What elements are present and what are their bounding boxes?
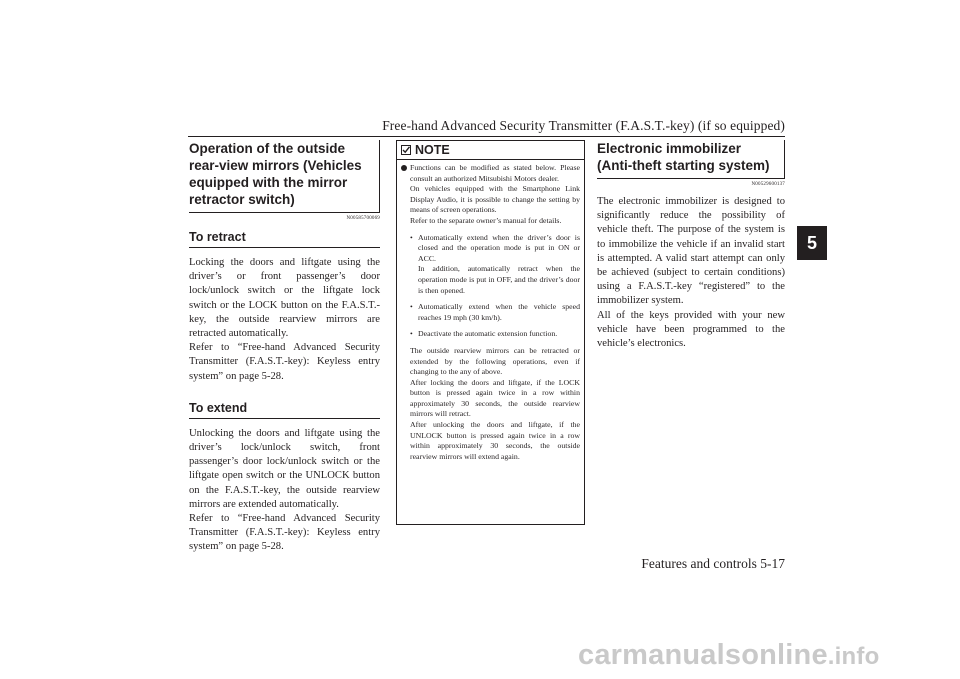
page-footer: Features and controls 5-17 — [641, 556, 785, 571]
list-item-text: Automatically extend when the driver’s door is closed and the operation mode is put in ON or ACC. — [418, 232, 580, 263]
chapter-tab: 5 — [797, 226, 827, 260]
section-code: N00529600137 — [751, 182, 785, 187]
note-check-icon — [401, 145, 411, 155]
section-code: N00585700069 — [346, 216, 380, 221]
bullet-dot-icon — [401, 165, 407, 171]
retract-paragraph: Locking the doors and liftgate using the driver’s or front passenger’s door lock/unlock switch or the liftgate lock switch or the LOCK button on the F.A.S.T.-key, the outside rearview mirrors are retracted automatically. — [189, 257, 380, 340]
note-box — [396, 140, 585, 525]
retract-reference: Refer to “Free-hand Advanced Security Transmitter (F.A.S.T.-key): Keyless entry system” on page 5-28. — [189, 342, 380, 382]
list-item-text: Deactivate the automatic extension function. — [418, 329, 558, 339]
immobilizer-paragraph: The electronic immobilizer is designed to significantly reduce the possibility of vehicle theft. The purpose of the system is to immobilize the vehicle if an invalid start is attempted. A valid start attempt can only be achieved (subject to certain conditions) using a F.A.S.T.-key “registered” to the immobilizer system. — [597, 196, 785, 307]
list-item — [410, 302, 580, 323]
list-item — [410, 233, 580, 297]
watermark-main: carmanualsonline — [578, 639, 828, 671]
bullet-mark: • — [410, 232, 413, 242]
note-tail-3: After unlocking the doors and liftgate, if the UNLOCK button is pressed again twice in a row within approximately 30 seconds, the outside rearview mirrors will extend again. — [410, 420, 580, 461]
extend-reference: Refer to “Free-hand Advanced Security Transmitter (F.A.S.T.-key): Keyless entry system” on page 5-28. — [189, 513, 380, 553]
column-middle — [396, 140, 585, 525]
column-right — [597, 140, 785, 351]
running-header: Free-hand Advanced Security Transmitter (F.A.S.T.-key) (if so equipped) — [382, 118, 785, 133]
note-tail-1: The outside rearview mirrors can be retracted or extended by the following operations, even if changing to the any of above. — [410, 345, 580, 377]
section-heading-box — [597, 140, 785, 179]
bullet-mark: • — [410, 302, 413, 312]
note-label: NOTE — [415, 143, 450, 157]
extend-paragraph: Unlocking the doors and liftgate using the driver’s lock/unlock switch, front passenger’s door lock/unlock switch or the liftgate open switch or the UNLOCK button on the F.A.S.T.-key, the outside rearview mirrors are extended automatically. — [189, 427, 380, 510]
note-header — [397, 141, 584, 160]
watermark — [578, 639, 879, 672]
section-title-mirrors: Operation of the outside rear-view mirrors (Vehicles equipped with the mirror retractor switch) — [189, 141, 362, 207]
note-refer: Refer to the separate owner’s manual for details. — [410, 215, 562, 225]
note-smartphone: On vehicles equipped with the Smartphone Link Display Audio, it is possible to change the setting by means of screen operations. — [410, 184, 580, 215]
watermark-suffix: .info — [827, 643, 880, 670]
immobilizer-keys-paragraph: All of the keys provided with your new vehicle have been programmed to the vehicle’s electronics. — [597, 309, 785, 350]
note-lead-bullet — [401, 163, 580, 462]
column-left — [189, 140, 380, 555]
note-lead: Functions can be modified as stated below. Please consult an authorized Mitsubishi Motors dealer. — [410, 163, 580, 183]
list-item-text: Automatically extend when the vehicle speed reaches 19 mph (30 km/h). — [418, 302, 580, 322]
list-item — [410, 329, 580, 340]
subheading-retract: To retract — [189, 229, 380, 248]
list-item-extra: In addition, automatically retract when the operation mode is put in OFF, and the driver’s door is then opened. — [418, 264, 580, 295]
note-tail-2: After locking the doors and liftgate, if the LOCK button is pressed again twice in a row within approximately 30 seconds, the outside rearview mirrors will retract. — [410, 377, 580, 419]
section-heading-box — [189, 140, 380, 213]
section-title-immobilizer: Electronic immobilizer (Anti-theft starting system) — [597, 141, 770, 173]
header-rule — [188, 136, 785, 137]
bullet-mark: • — [410, 329, 413, 339]
subheading-extend: To extend — [189, 400, 380, 419]
